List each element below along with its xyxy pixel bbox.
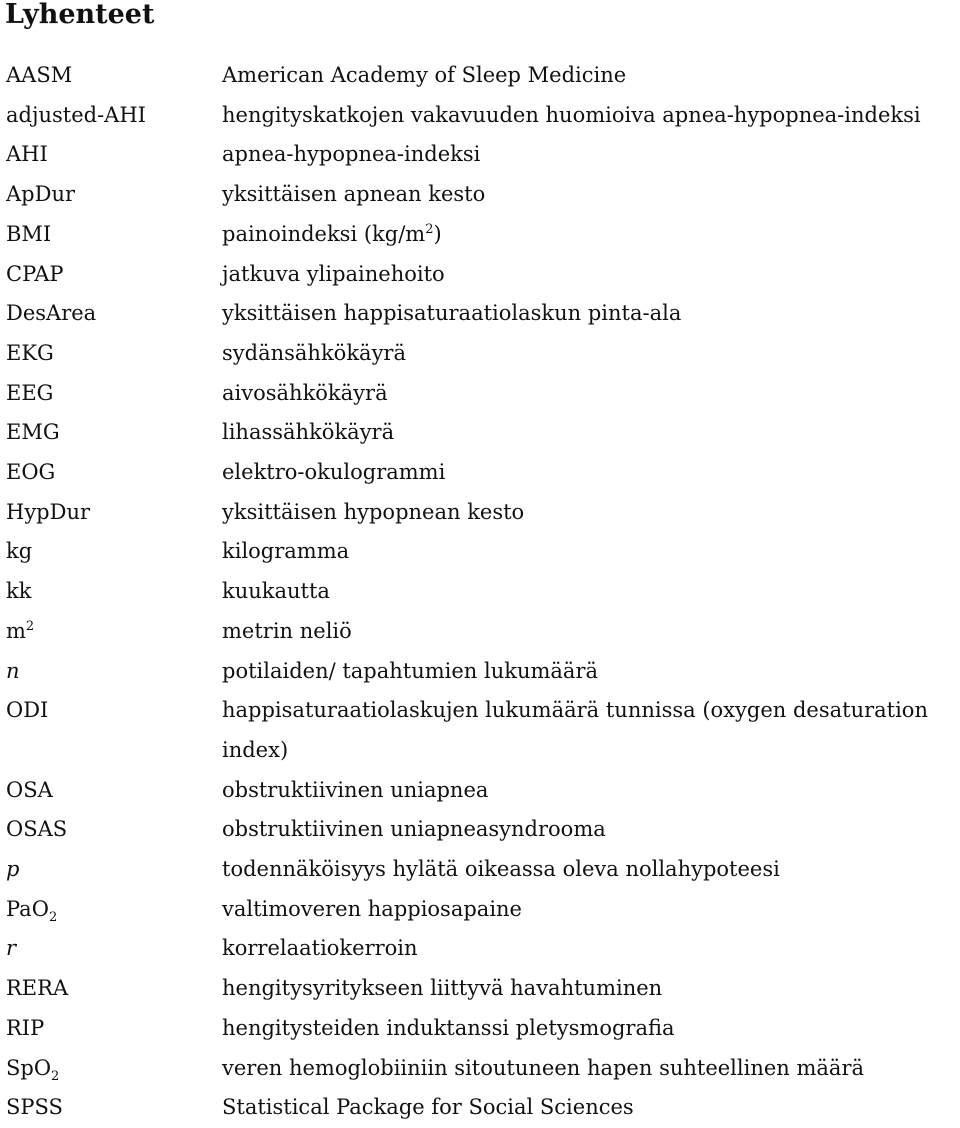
abbreviation-term: DesArea xyxy=(6,301,97,326)
abbreviation-definition xyxy=(222,215,960,255)
abbreviation-term: r xyxy=(6,936,17,961)
term-text: SpO xyxy=(6,1055,52,1080)
abbreviation-term: EOG xyxy=(6,460,56,485)
abbreviation-definition: apnea-hypopnea-indeksi xyxy=(222,142,481,167)
page-title: Lyhenteet xyxy=(5,0,155,30)
abbreviation-definition: Statistical Package for Social Sciences xyxy=(222,1095,634,1120)
list-item xyxy=(0,255,960,295)
abbreviation-definition: elektro-okulogrammi xyxy=(222,460,446,485)
abbreviation-definition: yksittäisen hypopnean kesto xyxy=(222,499,525,524)
list-item xyxy=(0,56,960,96)
abbreviation-term: AASM xyxy=(6,63,73,87)
list-item xyxy=(0,175,960,215)
abbreviation-definition: jatkuva ylipainehoito xyxy=(222,261,445,286)
abbreviation-term: OSAS xyxy=(6,817,68,842)
abbreviation-term: kk xyxy=(6,579,32,604)
abbreviation-list xyxy=(0,56,960,1128)
abbreviation-definition: kuukautta xyxy=(222,579,330,604)
abbreviation-definition: aivosähkökäyrä xyxy=(222,380,388,405)
abbreviation-term: BMI xyxy=(6,221,52,246)
term-text: m xyxy=(6,618,26,643)
abbreviation-term: HypDur xyxy=(6,499,91,524)
abbreviation-definition: obstruktiivinen uniapnea xyxy=(222,777,489,802)
list-item xyxy=(0,969,960,1009)
abbreviation-definition: happisaturaatiolaskujen lukumäärä tunnissa (oxygen desaturation index) xyxy=(222,698,928,762)
abbreviation-term: RIP xyxy=(6,1015,45,1040)
list-item xyxy=(0,493,960,533)
abbreviation-definition: yksittäisen apnean kesto xyxy=(222,182,486,207)
abbreviation-term: adjusted-AHI xyxy=(6,102,146,127)
abbreviation-term: OSA xyxy=(6,777,53,802)
abbreviation-term: EKG xyxy=(6,340,54,365)
abbreviation-term: CPAP xyxy=(6,261,64,286)
abbreviation-definition: hengitysteiden induktanssi pletysmografia xyxy=(222,1015,675,1040)
list-item xyxy=(0,532,960,572)
abbreviation-definition: yksittäisen happisaturaatiolaskun pinta-ala xyxy=(222,301,682,326)
abbreviation-term: AHI xyxy=(6,142,48,167)
abbreviation-term: RERA xyxy=(6,976,69,1001)
list-item xyxy=(0,96,960,136)
list-item xyxy=(0,572,960,612)
list-item xyxy=(0,1088,960,1128)
abbreviation-definition: korrelaatiokerroin xyxy=(222,936,418,961)
abbreviation-definition: sydänsähkökäyrä xyxy=(222,340,406,365)
list-item xyxy=(0,1009,960,1049)
abbreviation-term: EEG xyxy=(6,380,54,405)
superscript: 2 xyxy=(425,221,434,237)
definition-text: painoindeksi (kg/m xyxy=(222,221,426,246)
subscript: 2 xyxy=(48,909,58,925)
list-item xyxy=(0,652,960,692)
list-item xyxy=(0,890,960,930)
abbreviation-term xyxy=(0,612,222,652)
abbreviation-term: p xyxy=(6,857,20,882)
abbreviation-definition: valtimoveren happiosapaine xyxy=(222,896,522,921)
abbreviation-term: EMG xyxy=(6,420,60,445)
abbreviation-term xyxy=(0,1049,222,1089)
list-item xyxy=(0,929,960,969)
list-item xyxy=(0,334,960,374)
list-item xyxy=(0,453,960,493)
definition-text: ) xyxy=(433,221,442,246)
abbreviation-definition: lihassähkökäyrä xyxy=(222,420,395,445)
list-item xyxy=(0,850,960,890)
subscript: 2 xyxy=(51,1068,60,1084)
abbreviation-definition: veren hemoglobiiniin sitoutuneen hapen suhteellinen määrä xyxy=(222,1055,864,1080)
list-item xyxy=(0,691,960,770)
term-text: PaO xyxy=(6,896,49,921)
abbreviation-definition: obstruktiivinen uniapneasyndrooma xyxy=(222,817,606,842)
list-item xyxy=(0,374,960,414)
list-item xyxy=(0,215,960,255)
abbreviation-term: n xyxy=(6,658,20,683)
abbreviation-term: ODI xyxy=(6,698,49,723)
abbreviation-term: ApDur xyxy=(6,182,76,207)
abbreviation-definition: todennäköisyys hylätä oikeassa oleva nollahypoteesi xyxy=(222,857,780,882)
list-item xyxy=(0,135,960,175)
list-item xyxy=(0,1049,960,1089)
abbreviation-definition: hengityskatkojen vakavuuden huomioiva apnea-hypopnea-indeksi xyxy=(222,102,921,127)
abbreviation-definition: kilogramma xyxy=(222,539,350,564)
abbreviation-term: SPSS xyxy=(6,1095,63,1120)
abbreviation-term: kg xyxy=(6,539,33,564)
abbreviation-term xyxy=(0,890,222,930)
abbreviation-definition: American Academy of Sleep Medicine xyxy=(222,63,627,87)
list-item xyxy=(0,294,960,334)
abbreviation-definition: hengitysyritykseen liittyvä havahtuminen xyxy=(222,976,663,1001)
list-item xyxy=(0,771,960,811)
superscript: 2 xyxy=(25,618,35,634)
list-item xyxy=(0,810,960,850)
abbreviation-definition: metrin neliö xyxy=(222,618,352,643)
list-item xyxy=(0,612,960,652)
list-item xyxy=(0,413,960,453)
abbreviation-definition: potilaiden/ tapahtumien lukumäärä xyxy=(222,658,599,683)
